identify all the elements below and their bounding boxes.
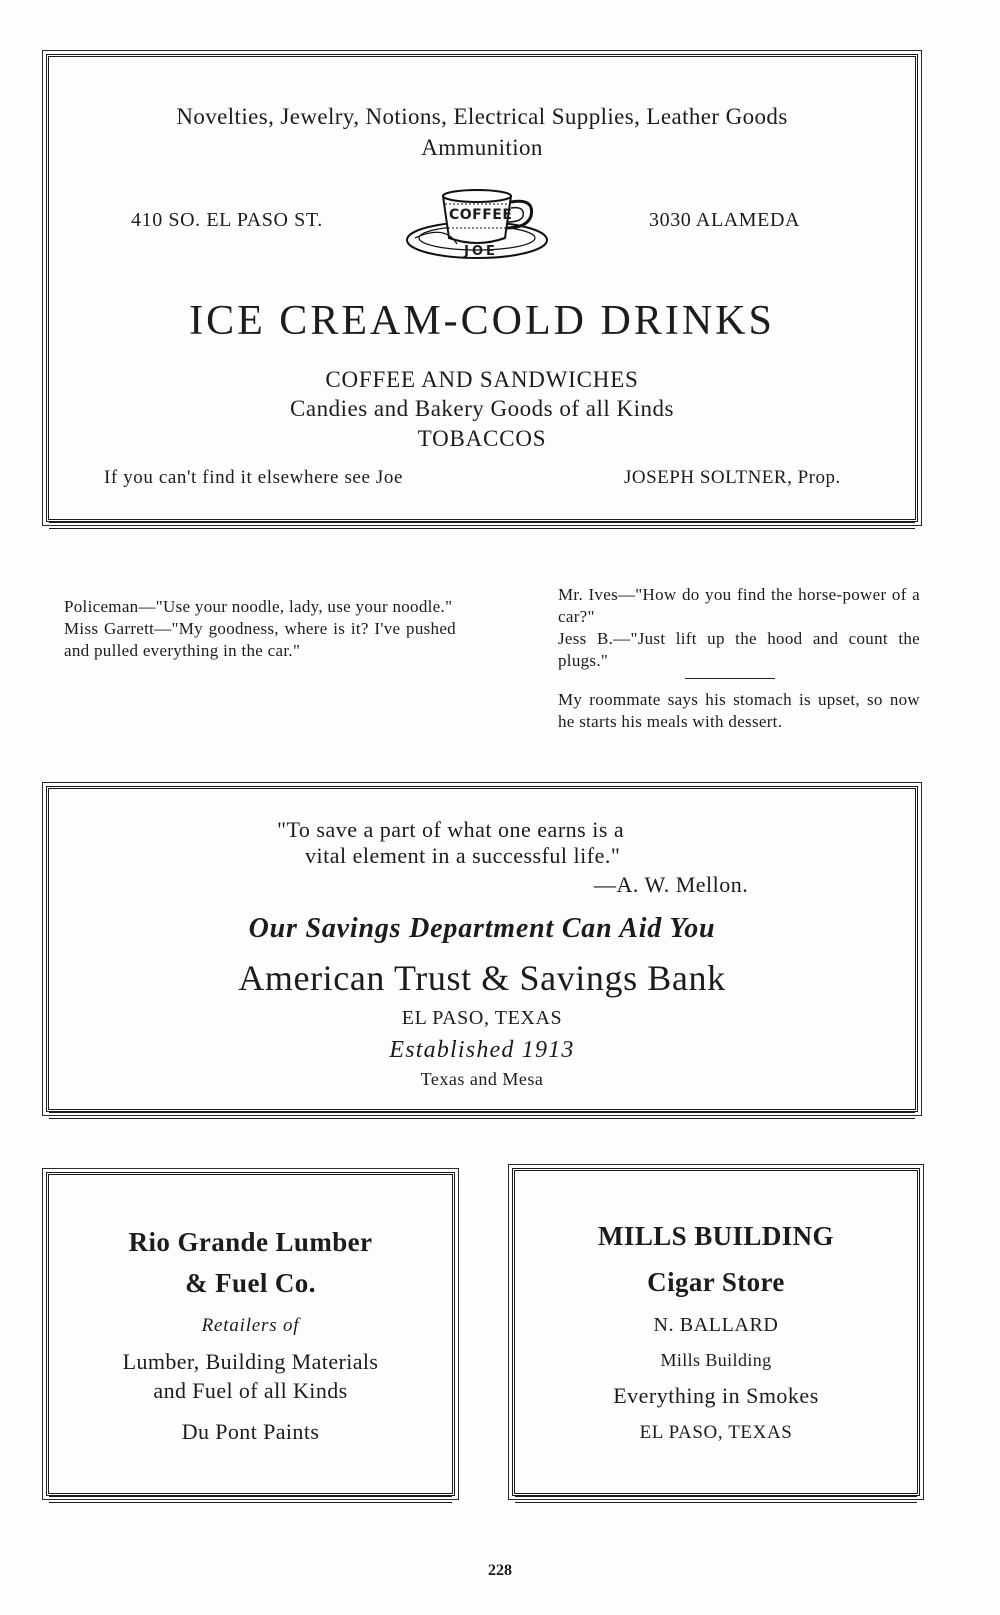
- lumber-name-line1: Rio Grande Lumber: [128, 1227, 373, 1257]
- coffee-cup-text: COFFEE: [449, 207, 513, 223]
- jokes-left-column: [46, 596, 456, 662]
- joke-divider: [685, 678, 775, 679]
- joke-jess-b: Jess B.—"Just lift up the hood and count the plugs.": [558, 629, 920, 670]
- mills-ad-box: [512, 1168, 920, 1496]
- joe-ad-line2: Ammunition: [421, 135, 543, 160]
- joe-ad-sub1: COFFEE AND SANDWICHES: [325, 367, 639, 392]
- lumber-retailers: Retailers of: [201, 1315, 300, 1336]
- page-number: 228: [488, 1562, 512, 1579]
- mills-building: Mills Building: [660, 1350, 772, 1370]
- bank-established: Established 1913: [389, 1037, 575, 1063]
- joke-policeman: Policeman—"Use your noodle, lady, use your noodle.": [64, 597, 453, 616]
- joe-ad-address-left: 410 SO. EL PASO ST.: [131, 209, 323, 231]
- bank-ad-box: [46, 786, 918, 1112]
- joe-ad-address-right: 3030 ALAMEDA: [649, 209, 801, 231]
- mills-city: EL PASO, TEXAS: [639, 1422, 793, 1443]
- lumber-goods-line2: and Fuel of all Kinds: [153, 1378, 348, 1403]
- joe-ad-sub3: TOBACCOS: [417, 426, 547, 451]
- bank-quote-attribution: —A. W. Mellon.: [594, 872, 749, 897]
- bank-quote-line2: vital element in a successful life.": [305, 843, 621, 868]
- joke-roommate: My roommate says his stomach is upset, so now he starts his meals with dessert.: [558, 690, 920, 731]
- lumber-ad-box: [46, 1172, 455, 1496]
- joe-ad-proprietor: JOSEPH SOLTNER, Prop.: [624, 467, 841, 488]
- joe-ad-sub2: Candies and Bakery Goods of all Kinds: [290, 396, 674, 421]
- coffee-cup-logo: [405, 184, 555, 264]
- bank-name: American Trust & Savings Bank: [238, 958, 726, 998]
- lumber-name-line2: & Fuel Co.: [185, 1268, 316, 1298]
- joe-ad-line1: Novelties, Jewelry, Notions, Electrical Supplies, Leather Goods: [176, 104, 788, 129]
- bank-quote-line1: "To save a part of what one earns is a: [277, 817, 625, 842]
- mills-owner: N. BALLARD: [653, 1314, 779, 1336]
- mills-slogan: Everything in Smokes: [613, 1383, 819, 1408]
- mills-title: MILLS BUILDING: [598, 1221, 834, 1251]
- joke-mr-ives: Mr. Ives—"How do you find the horse-power of a car?": [558, 585, 920, 626]
- saucer-text: JOE: [464, 244, 498, 259]
- joe-ad-headline: ICE CREAM-COLD DRINKS: [189, 298, 775, 344]
- joe-ad-tagline: If you can't find it elsewhere see Joe: [104, 467, 403, 488]
- lumber-goods-line1: Lumber, Building Materials: [122, 1349, 379, 1374]
- bank-city: EL PASO, TEXAS: [401, 1007, 563, 1029]
- joe-ad-box: [46, 54, 918, 522]
- bank-location: Texas and Mesa: [420, 1069, 544, 1089]
- joke-miss-garrett: Miss Garrett—"My goodness, where is it? I've pushed and pulled everything in the car.": [64, 619, 456, 660]
- mills-subtitle: Cigar Store: [647, 1267, 785, 1297]
- lumber-paints: Du Pont Paints: [181, 1419, 320, 1444]
- jokes-right-column: [540, 584, 920, 733]
- bank-slogan: Our Savings Department Can Aid You: [248, 913, 716, 944]
